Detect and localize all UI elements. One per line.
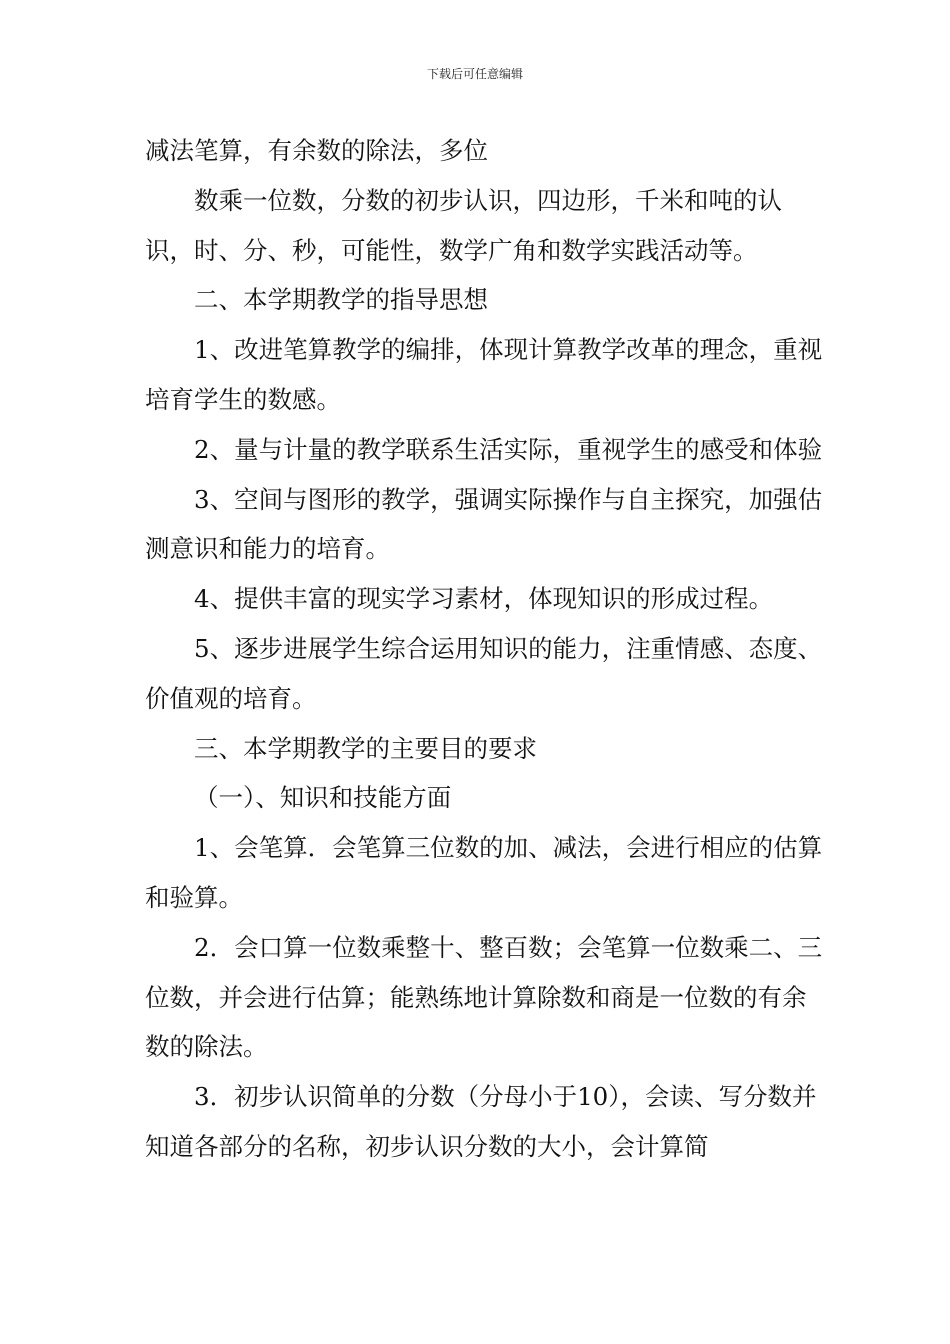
paragraph: 1、改进笔算教学的编排，体现计算教学改革的理念，重视培育学生的数感。 [145, 335, 823, 414]
document-body [145, 126, 825, 1172]
paragraph: 2、量与计量的教学联系生活实际，重视学生的感受和体验 [194, 434, 823, 464]
paragraph: 4、提供丰富的现实学习素材，体现知识的形成过程。 [194, 584, 774, 614]
paragraph: 3、空间与图形的教学，强调实际操作与自主探究，加强估测意识和能力的培育。 [145, 484, 823, 564]
paragraph: 2．会口算一位数乘整十、整百数；会笔算一位数乘二、三位数，并会进行估算；能熟练地计算除数和商是一位数的有余数的除法。 [145, 932, 823, 1062]
section-heading: 三、本学期教学的主要目的要求 [194, 733, 537, 763]
paragraph: 数乘一位数，分数的初步认识，四边形，千米和吨的认识，时、分、秒，可能性，数学广角和数学实践活动等。 [145, 185, 782, 265]
paragraph: 减法笔算，有余数的除法，多位 [145, 136, 488, 165]
page-header: 下载后可任意编辑 [426, 67, 523, 81]
subsection-heading: （一）、知识和技能方面 [194, 783, 452, 813]
paragraph: 1、会笔算．会笔算三位数的加、减法，会进行相应的估算和验算。 [145, 833, 823, 912]
section-heading: 二、本学期教学的指导思想 [194, 285, 488, 315]
paragraph: 3．初步认识简单的分数（分母小于10），会读、写分数并知道各部分的名称，初步认识分数的大小，会计算简 [145, 1082, 817, 1161]
paragraph: 5、逐步进展学生综合运用知识的能力，注重情感、态度、价值观的培育。 [145, 633, 823, 713]
